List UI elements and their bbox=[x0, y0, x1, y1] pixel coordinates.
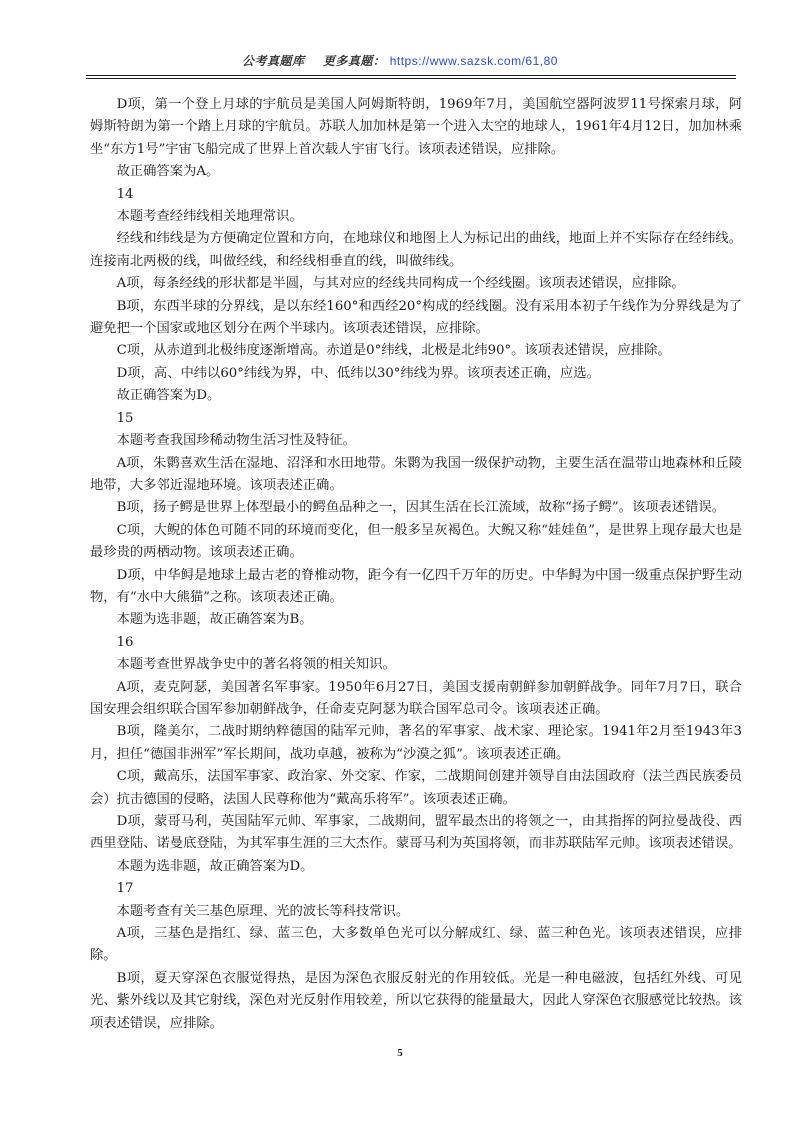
paragraph: D项，高、中纬以60°纬线为界，中、低纬以30°纬线为界。该项表述正确，应选。 bbox=[116, 365, 600, 381]
page-header bbox=[0, 52, 800, 69]
paragraph: 本题考查世界战争史中的著名将领的相关知识。 bbox=[116, 657, 396, 673]
paragraph: D项，第一个登上月球的宇航员是美国人阿姆斯特朗，1969年7月，美国航空器阿波罗11号探索月球，阿姆斯特朗为第一个踏上月球的宇航员。苏联人加加林是第一个进入太空的地球人，1961年4月12日，加加林乘坐“东方1号”宇宙飞船完成了世界上首次载人宇宙飞行。该项表述错误，应排除。 bbox=[90, 97, 742, 157]
paragraph: 本题考查经纬线相关地理常识。 bbox=[116, 209, 303, 225]
header-url-link[interactable]: https://www.sazsk.com/61,80 bbox=[389, 54, 558, 68]
paragraph: D项，中华鲟是地球上最古老的脊椎动物，距今有一亿四千万年的历史。中华鲟为中国一级重点保护野生动物，有“水中大熊猫”之称。该项表述正确。 bbox=[90, 567, 742, 605]
paragraph: B项，隆美尔，二战时期纳粹德国的陆军元帅，著名的军事家、战术家、理论家。1941年2月至1943年3月，担任“德国非洲军”军长期间，战功卓越，被称为“沙漠之狐”。该项表述正确。 bbox=[90, 724, 742, 762]
question-number: 17 bbox=[116, 881, 134, 897]
document-body bbox=[90, 94, 742, 1035]
paragraph: C项，从赤道到北极纬度逐渐增高。赤道是0°纬线，北极是北纬90°。该项表述错误，应排除。 bbox=[116, 343, 671, 359]
paragraph: D项，蒙哥马利，英国陆军元帅、军事家，二战期间，盟军最杰出的将领之一，由其指挥的阿拉曼战役、西西里登陆、诺曼底登陆，为其军事生涯的三大杰作。蒙哥马利为英国将领，而非苏联陆军元帅。该项表述错误。 bbox=[90, 814, 742, 852]
header-rule-secondary bbox=[86, 78, 736, 79]
paragraph: B项，扬子鳄是世界上体型最小的鳄鱼品种之一，因其生活在长江流域，故称“扬子鳄”。该项表述错误。 bbox=[116, 500, 726, 516]
paragraph: A项，朱鹮喜欢生活在湿地、沼泽和水田地带。朱鹮为我国一级保护动物，主要生活在温带山地森林和丘陵地带，大多邻近湿地环境。该项表述正确。 bbox=[90, 455, 742, 493]
paragraph: 本题为选非题，故正确答案为D。 bbox=[116, 858, 314, 874]
header-more-label: 更多真题： bbox=[322, 54, 386, 68]
paragraph: 本题考查有关三基色原理、光的波长等科技常识。 bbox=[116, 903, 410, 919]
paragraph: B项，夏天穿深色衣服觉得热，是因为深色衣服反射光的作用较低。光是一种电磁波，包括红外线、可见光、紫外线以及其它射线，深色对光反射作用较差，所以它获得的能量最大，因此人穿深色衣服感觉比较热。该项表述错误，应排除。 bbox=[90, 970, 742, 1031]
paragraph: 故正确答案为A。 bbox=[116, 164, 220, 180]
paragraph: 本题为选非题，故正确答案为B。 bbox=[116, 612, 313, 628]
paragraph: A项，麦克阿瑟，美国著名军事家。1950年6月27日，美国支援南朝鲜参加朝鲜战争。同年7月7日，联合国安理会组织联合国军参加朝鲜战争，任命麦克阿瑟为联合国军总司令。该项表述正确。 bbox=[90, 679, 742, 717]
paragraph: 本题考查我国珍稀动物生活习性及特征。 bbox=[116, 433, 356, 449]
paragraph: C项，大鲵的体色可随不同的环境而变化，但一般多呈灰褐色。大鲵又称“娃娃鱼”，是世界上现存最大也是最珍贵的两栖动物。该项表述正确。 bbox=[90, 522, 742, 561]
paragraph: C项，戴高乐，法国军事家、政治家、外交家、作家，二战期间创建并领导自由法国政府（法兰西民族委员会）抗击德国的侵略，法国人民尊称他为“戴高乐将军”。该项表述正确。 bbox=[90, 769, 742, 807]
question-number: 16 bbox=[116, 634, 134, 650]
paragraph: B项，东西半球的分界线，是以东经160°和西经20°构成的经线圈。没有采用本初子午线作为分界线是为了避免把一个国家或地区划分在两个半球内。该项表述错误，应排除。 bbox=[90, 298, 742, 337]
paragraph: 经线和纬线是为方便确定位置和方向，在地球仪和地图上人为标记出的曲线，地面上并不实际存在经纬线。连接南北两极的线，叫做经线，和经线相垂直的线，叫做纬线。 bbox=[90, 231, 742, 269]
paragraph: A项，三基色是指红、绿、蓝三色，大多数单色光可以分解成红、绿、蓝三种色光。该项表述错误，应排除。 bbox=[90, 926, 742, 964]
header-rule bbox=[86, 75, 736, 76]
header-brand: 公考真题库 bbox=[242, 54, 305, 68]
paragraph: 故正确答案为D。 bbox=[116, 388, 221, 404]
page-number: 5 bbox=[397, 1047, 403, 1059]
question-number: 14 bbox=[116, 186, 134, 202]
question-number: 15 bbox=[116, 410, 134, 426]
paragraph: A项，每条经线的形状都是半圆，与其对应的经线共同构成一个经线圈。该项表述错误，应排除。 bbox=[116, 276, 685, 292]
